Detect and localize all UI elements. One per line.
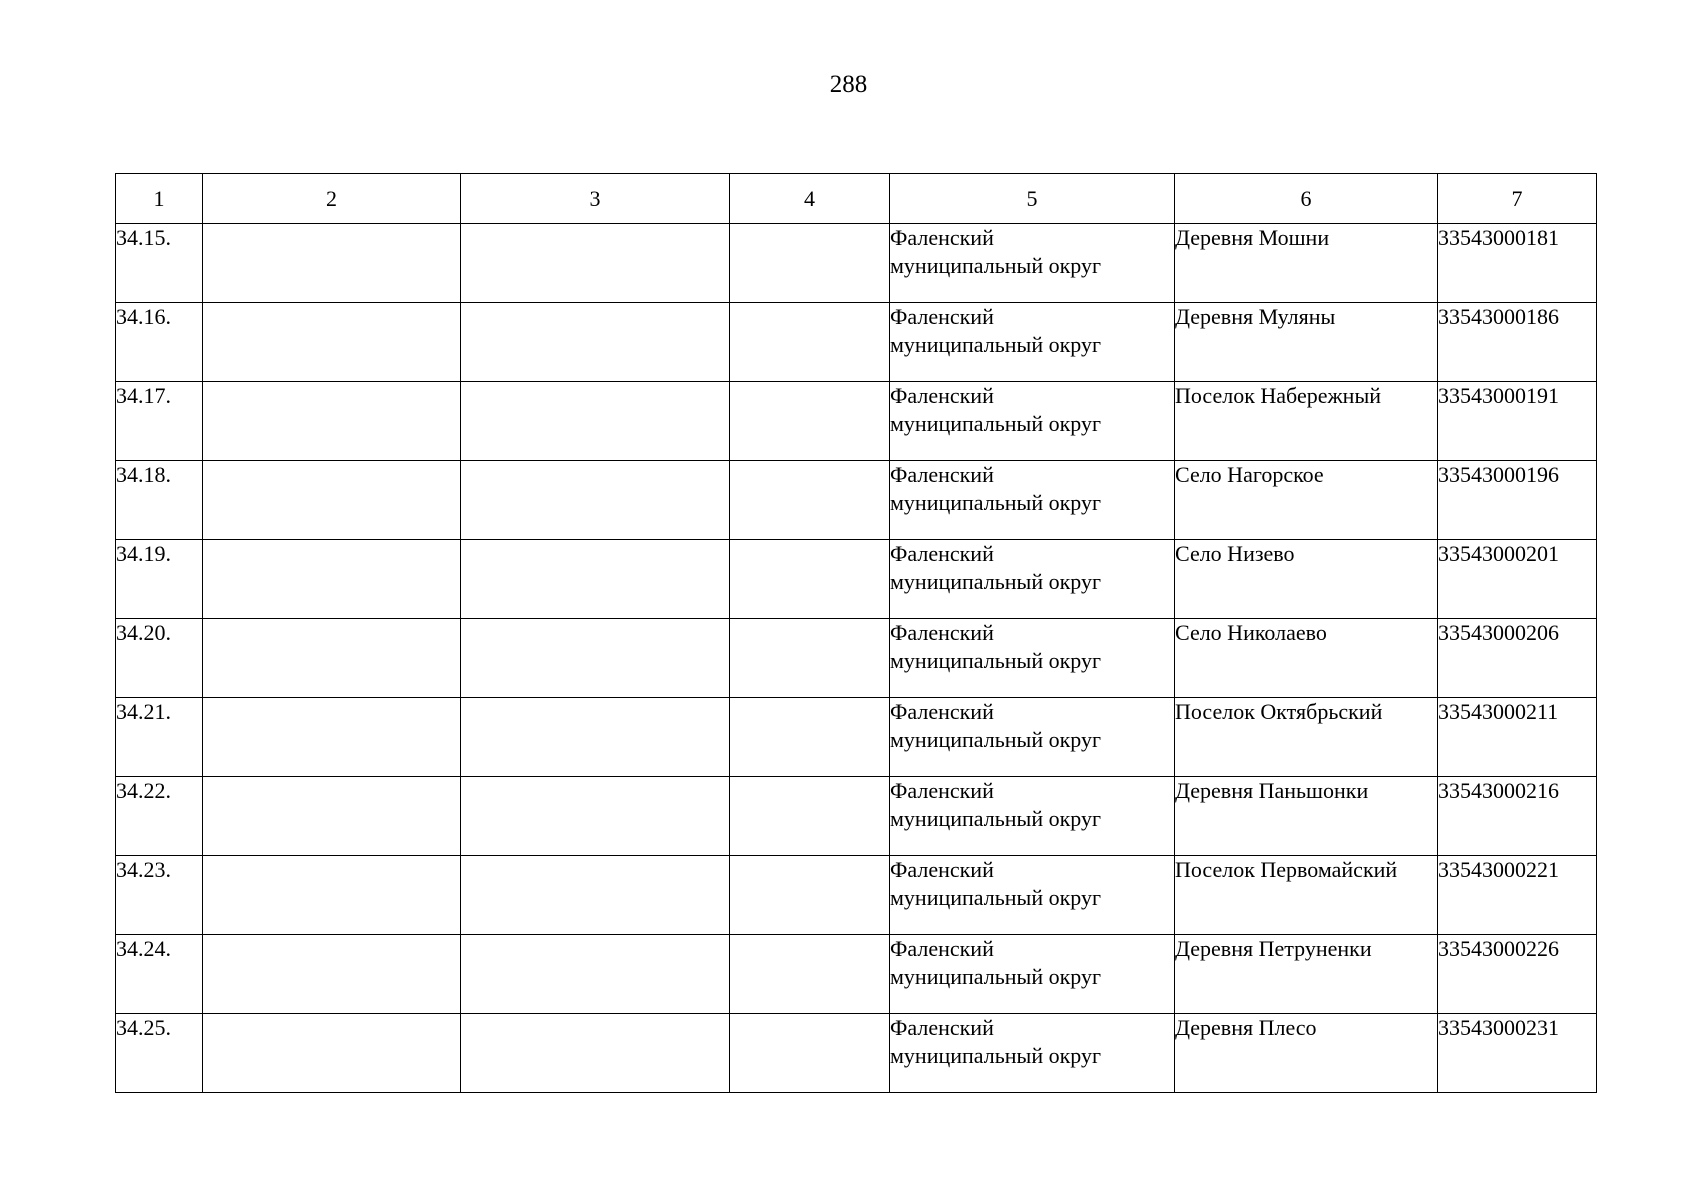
table-row	[116, 777, 1597, 856]
empty-cell	[461, 1014, 730, 1093]
oktmo-code: 33543000226	[1438, 935, 1597, 1014]
municipality-name: Фаленский	[890, 936, 994, 961]
empty-cell	[730, 856, 890, 935]
empty-cell	[730, 540, 890, 619]
table-row	[116, 619, 1597, 698]
settlement-name: Деревня Мошни	[1175, 224, 1438, 303]
table-row	[116, 382, 1597, 461]
empty-cell	[461, 698, 730, 777]
municipality-type: муниципальный округ	[890, 885, 1102, 910]
table-body	[116, 224, 1597, 1093]
row-number: 34.16.	[116, 303, 203, 382]
oktmo-code: 33543000216	[1438, 777, 1597, 856]
empty-cell	[461, 224, 730, 303]
municipality-cell	[890, 1014, 1175, 1093]
empty-cell	[203, 224, 461, 303]
oktmo-code: 33543000211	[1438, 698, 1597, 777]
empty-cell	[203, 303, 461, 382]
row-number: 34.24.	[116, 935, 203, 1014]
page-number: 288	[829, 71, 868, 98]
column-header: 3	[461, 174, 730, 224]
municipality-name: Фаленский	[890, 778, 994, 803]
table-row	[116, 856, 1597, 935]
empty-cell	[730, 303, 890, 382]
empty-cell	[730, 1014, 890, 1093]
table-row	[116, 224, 1597, 303]
empty-cell	[203, 461, 461, 540]
settlement-name: Село Николаево	[1175, 619, 1438, 698]
municipality-cell	[890, 935, 1175, 1014]
settlement-name: Село Низево	[1175, 540, 1438, 619]
column-header: 2	[203, 174, 461, 224]
municipality-name: Фаленский	[890, 304, 994, 329]
municipality-name: Фаленский	[890, 1015, 994, 1040]
municipality-cell	[890, 224, 1175, 303]
municipality-type: муниципальный округ	[890, 411, 1102, 436]
row-number: 34.21.	[116, 698, 203, 777]
empty-cell	[461, 303, 730, 382]
empty-cell	[203, 777, 461, 856]
municipality-type: муниципальный округ	[890, 648, 1102, 673]
municipality-cell	[890, 698, 1175, 777]
empty-cell	[730, 619, 890, 698]
settlement-name: Деревня Муляны	[1175, 303, 1438, 382]
municipality-name: Фаленский	[890, 225, 994, 250]
settlement-name: Поселок Первомайский	[1175, 856, 1438, 935]
empty-cell	[203, 856, 461, 935]
municipality-name: Фаленский	[890, 699, 994, 724]
oktmo-code: 33543000221	[1438, 856, 1597, 935]
empty-cell	[461, 540, 730, 619]
empty-cell	[461, 382, 730, 461]
table-row	[116, 461, 1597, 540]
empty-cell	[203, 382, 461, 461]
municipality-cell	[890, 461, 1175, 540]
oktmo-code: 33543000191	[1438, 382, 1597, 461]
oktmo-code: 33543000196	[1438, 461, 1597, 540]
settlement-name: Поселок Набережный	[1175, 382, 1438, 461]
row-number: 34.18.	[116, 461, 203, 540]
municipality-type: муниципальный округ	[890, 727, 1102, 752]
row-number: 34.15.	[116, 224, 203, 303]
municipality-type: муниципальный округ	[890, 490, 1102, 515]
empty-cell	[730, 382, 890, 461]
municipality-name: Фаленский	[890, 541, 994, 566]
column-header: 6	[1175, 174, 1438, 224]
table-row	[116, 698, 1597, 777]
empty-cell	[203, 935, 461, 1014]
municipality-type: муниципальный округ	[890, 332, 1102, 357]
column-header: 5	[890, 174, 1175, 224]
empty-cell	[730, 935, 890, 1014]
municipality-cell	[890, 777, 1175, 856]
oktmo-code: 33543000186	[1438, 303, 1597, 382]
empty-cell	[461, 777, 730, 856]
municipality-cell	[890, 540, 1175, 619]
settlement-name: Деревня Плесо	[1175, 1014, 1438, 1093]
municipality-type: муниципальный округ	[890, 253, 1102, 278]
table-row	[116, 935, 1597, 1014]
row-number: 34.22.	[116, 777, 203, 856]
empty-cell	[730, 777, 890, 856]
table-header-row	[116, 174, 1597, 224]
empty-cell	[203, 540, 461, 619]
row-number: 34.23.	[116, 856, 203, 935]
row-number: 34.19.	[116, 540, 203, 619]
municipality-cell	[890, 303, 1175, 382]
settlement-name: Деревня Паньшонки	[1175, 777, 1438, 856]
oktmo-code: 33543000231	[1438, 1014, 1597, 1093]
settlement-name: Деревня Петруненки	[1175, 935, 1438, 1014]
empty-cell	[461, 461, 730, 540]
municipality-name: Фаленский	[890, 620, 994, 645]
empty-cell	[203, 619, 461, 698]
empty-cell	[203, 698, 461, 777]
empty-cell	[461, 619, 730, 698]
empty-cell	[461, 856, 730, 935]
table-row	[116, 1014, 1597, 1093]
oktmo-code: 33543000201	[1438, 540, 1597, 619]
empty-cell	[730, 224, 890, 303]
municipality-type: муниципальный округ	[890, 964, 1102, 989]
settlement-name: Поселок Октябрьский	[1175, 698, 1438, 777]
table-row	[116, 303, 1597, 382]
column-header: 1	[116, 174, 203, 224]
column-header: 7	[1438, 174, 1597, 224]
column-header: 4	[730, 174, 890, 224]
table-row	[116, 540, 1597, 619]
municipality-type: муниципальный округ	[890, 806, 1102, 831]
empty-cell	[730, 698, 890, 777]
municipality-cell	[890, 382, 1175, 461]
empty-cell	[461, 935, 730, 1014]
municipality-name: Фаленский	[890, 462, 994, 487]
municipality-type: муниципальный округ	[890, 1043, 1102, 1068]
municipality-cell	[890, 619, 1175, 698]
oktmo-code: 33543000206	[1438, 619, 1597, 698]
oktmo-code: 33543000181	[1438, 224, 1597, 303]
row-number: 34.20.	[116, 619, 203, 698]
row-number: 34.25.	[116, 1014, 203, 1093]
empty-cell	[730, 461, 890, 540]
row-number: 34.17.	[116, 382, 203, 461]
municipality-type: муниципальный округ	[890, 569, 1102, 594]
empty-cell	[203, 1014, 461, 1093]
municipality-name: Фаленский	[890, 857, 994, 882]
municipality-name: Фаленский	[890, 383, 994, 408]
municipality-cell	[890, 856, 1175, 935]
registry-table	[115, 173, 1597, 1093]
settlement-name: Село Нагорское	[1175, 461, 1438, 540]
